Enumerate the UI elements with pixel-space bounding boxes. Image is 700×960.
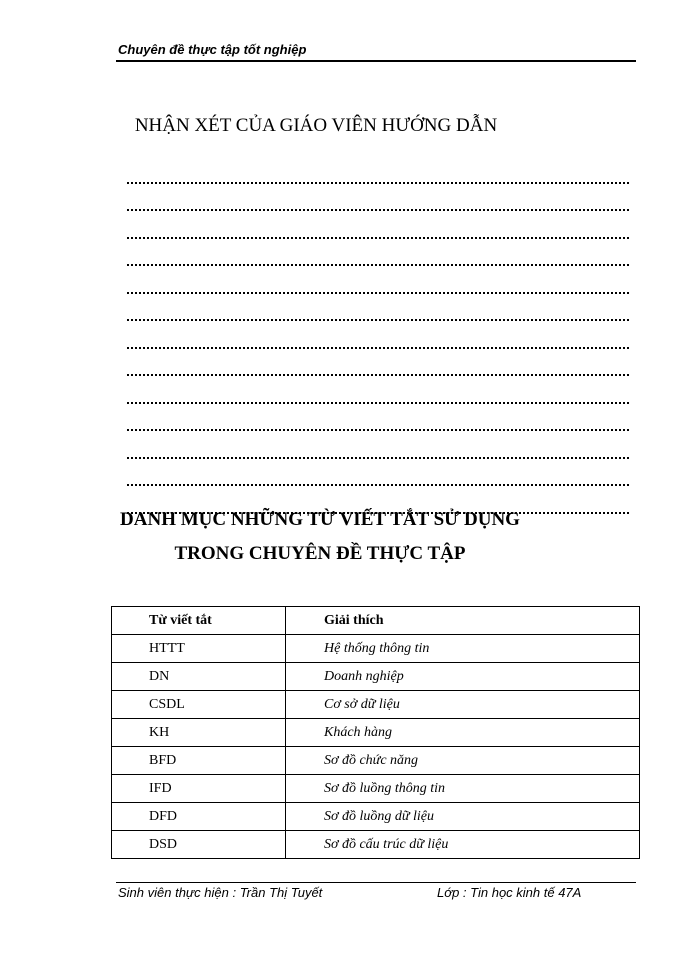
abbreviation-cell: HTTT [112, 635, 286, 663]
page-header-title: Chuyên đề thực tập tốt nghiệp [118, 42, 307, 57]
dotted-blank-line [127, 266, 629, 294]
table-header-row [112, 607, 640, 635]
dotted-blank-line [127, 156, 629, 184]
dotted-blank-line [127, 321, 629, 349]
dotted-blank-line [127, 376, 629, 404]
explanation-cell: Sơ đồ chức năng [286, 747, 640, 775]
dotted-blank-line [127, 431, 629, 459]
footer-divider [116, 882, 636, 883]
footer-class-name: Lớp : Tin học kinh tế 47A [437, 885, 582, 900]
dotted-blank-line [127, 239, 629, 267]
explanation-cell: Cơ sở dữ liệu [286, 691, 640, 719]
abbreviations-table [111, 606, 640, 859]
table-row [112, 691, 640, 719]
explanation-cell: Sơ đồ cấu trúc dữ liệu [286, 831, 640, 859]
abbreviation-cell: DN [112, 663, 286, 691]
abbreviation-cell: KH [112, 719, 286, 747]
abbreviation-cell: DFD [112, 803, 286, 831]
abbreviation-cell: BFD [112, 747, 286, 775]
dotted-blank-line [127, 294, 629, 322]
header-divider [116, 60, 636, 62]
abbreviations-title-line2: TRONG CHUYÊN ĐỀ THỰC TẬP [174, 543, 466, 564]
explanation-cell: Sơ đồ luồng dữ liệu [286, 803, 640, 831]
table-row [112, 635, 640, 663]
abbreviations-title-line1: DANH MỤC NHỮNG TỪ VIẾT TẮT SỬ DỤNG [120, 509, 520, 530]
footer-student-name: Sinh viên thực hiện : Trần Thị Tuyết [118, 885, 323, 900]
comment-blank-lines [127, 156, 629, 514]
dotted-blank-line [127, 211, 629, 239]
dotted-blank-line [127, 459, 629, 487]
dotted-blank-line [127, 184, 629, 212]
explanation-cell: Sơ đồ luồng thông tin [286, 775, 640, 803]
abbreviation-cell: IFD [112, 775, 286, 803]
explanation-cell: Khách hàng [286, 719, 640, 747]
table-row [112, 719, 640, 747]
comment-section-title: NHẬN XÉT CỦA GIÁO VIÊN HƯỚNG DẪN [134, 115, 498, 136]
explanation-cell: Hệ thống thông tin [286, 635, 640, 663]
table-row [112, 747, 640, 775]
column-header-abbreviation: Từ viết tắt [112, 607, 286, 635]
table-row [112, 831, 640, 859]
dotted-blank-line [127, 404, 629, 432]
table-row [112, 663, 640, 691]
table-row [112, 775, 640, 803]
explanation-cell: Doanh nghiệp [286, 663, 640, 691]
table-row [112, 803, 640, 831]
abbreviation-cell: CSDL [112, 691, 286, 719]
abbreviation-cell: DSD [112, 831, 286, 859]
column-header-explanation: Giải thích [286, 607, 640, 635]
dotted-blank-line [127, 349, 629, 377]
